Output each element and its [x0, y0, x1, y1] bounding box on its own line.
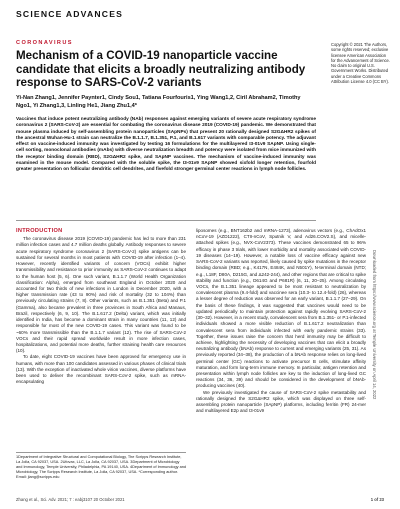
download-sidebar	[371, 250, 383, 410]
download-note: Downloaded from https://www.science.org at Temple University on April 14, 2022	[372, 250, 377, 400]
article-title: Mechanism of a COVID-19 nanoparticle vaccine candidate that elicits a broadly neutralizing antibody response to SARS-CoV-2 variants	[16, 49, 306, 90]
journal-name: SCIENCE ADVANCES	[16, 9, 124, 19]
copyright-notice: Copyright © 2021 The Authors, some rights reserved; exclusive licensee American Association for the Advancement of Science. No claim to original U.S. Government Works. Distributed under a Creative Commons Attribution License 4.0 (CC BY).	[331, 42, 390, 85]
body-paragraph: The coronavirus disease 2019 (COVID-19) pandemic has led to more than 231 million infection cases and 4.7 million deaths globally. Antibody responses to severe acute respiratory syndrome coronavirus 2 (SARS-CoV-2) spike antigens can be sustained for several months in most patients with COVID-19 after infection (1–4). However, recently identified variants of concern (VOCs) exhibit higher transmissibility and resistance to prior immunity as SARS-CoV-2 continues to adapt to the human host (5, 6). One such variant, B.1.1.7 (World Health Organization classification: Alpha), emerged from southeast England in October 2020 and accounted for two thirds of new infections in London in December 2020, with a higher transmission rate (43 to 90%) and risk of mortality (32 to 104%) than previously circulating strains (7, 8). Other variants, such as B.1.351 (Beta) and P.1 (Gamma), also became prevalent in three provinces in South Africa and Manaus, Brazil, respectively (6, 9, 10). The B.1.617.2 (Delta) variant, which was initially identified in India, has become a dominant strain in many countries (11, 12) and responsible for most of the new COVID-19 cases. This variant was found to be ~60% more transmissible than the B.1.1.7 variant (12). The rise of SARS-CoV-2 VOCs and their rapid spread worldwide result in more infection cases, hospitalizations, and potential more deaths, further straining health care resources (10).	[16, 236, 186, 354]
body-paragraph: We previously investigated the cause of SARS-CoV-2 spike metastability and rationally designed the S2GΔHR2 spike, which was displayed on three self-assembling protein nanoparticle (SApNP) platforms, including ferritin (FR) 24-mer and multilayered E2p and I3-01v9	[196, 389, 366, 414]
introduction-heading: INTRODUCTION	[16, 228, 63, 234]
author-list: Yi-Nan Zhang1, Jennifer Paynter1, Cindy Sou1, Tatiana Fourfouris1, Ying Wang1,2, Ciril Abraham2, Timothy Ngo1, Yi Zhang1,3, Linling He1, Jiang Zhu1,4*	[16, 95, 301, 109]
divider	[16, 220, 316, 221]
body-column-right	[196, 228, 366, 415]
page-number: 1 of 23	[370, 497, 384, 502]
abstract: Vaccines that induce potent neutralizing antibody (NAb) responses against emerging variants of severe acute respiratory syndrome coronavirus 2 (SARS-CoV-2) are essential for combating the coronavirus disease 2019 (COVID-19) pandemic. We demonstrated that mouse plasma induced by self-assembling protein nanoparticles (SApNPs) that present 20 rationally designed S2GΔHR2 spikes of the ancestral Wuhan-Hu-1 strain can neutralize the B.1.1.7, B.1.351, P.1, and B.1.617 variants with comparable potency. The adjuvant effect on vaccine-induced immunity was investigated by testing 16 formulations for the multilayered I3-01v9 SApNP. Using single-cell sorting, monoclonal antibodies (mAbs) with diverse neutralization breadth and potency were isolated from mice immunized with the receptor binding domain (RBD), S2GΔHR2 spike, and SApNP vaccines. The mechanism of vaccine-induced immunity was examined in the mouse model. Compared with the soluble spike, the I3-01v9 SApNP showed sixfold longer retention, fourfold greater presentation on follicular dendritic cell dendrites, and fivefold stronger germinal center reactions in lymph node follicles.	[16, 117, 316, 172]
body-column-left	[16, 228, 186, 385]
body-paragraph: To date, eight COVID-19 vaccines have been approved for emergency use in humans, with more than 100 candidates assessed in various phases of clinical trials (13). With the exception of inactivated whole virion vaccines, diverse platforms have been used to deliver the recombinant SARS-CoV-2 spike, such as mRNA-encapsulating	[16, 354, 186, 385]
citation-footer: Zhang et al., Sci. Adv. 2021; 7 : eabj3107 20 October 2021	[16, 497, 125, 502]
affiliations-footnote: 1Department of Integrative Structural and Computational Biology, The Scripps Research Institute, La Jolla, CA 92037, USA. 2Ufovax, LLC, La Jolla, CA 92037, USA. 3Department of Microbiology and Immunology, Temple University, Philadelphia, PA 19140, USA. 4Department of Immunology and Microbiology, The Scripps Research Institute, La Jolla, CA 92037, USA. *Corresponding author. Email: jiang@scripps.edu	[16, 452, 186, 480]
section-label: CORONAVIRUS	[16, 40, 73, 46]
body-paragraph: liposomes (e.g., BNT162b2 and mRNA-1273), adenovirus vectors (e.g., ChAdOx1 nCoV-19 (AZD1222), CTII-nCoV, Sputnik V, and Ad26.COV2.S), and micelle-attached spikes (e.g., NVX-CoV2373). These vaccines demonstrated 65 to 96% efficacy in phase 3 trials, with lower morbidity and mortality associated with COVID-19 diseases (14–19). However, a notable loss of vaccine efficacy against new SARS-CoV-2 variants was reported, likely caused by spike mutations in the receptor binding domain (RBD; e.g., K417N, E484K, and N501Y), N-terminal domain (NTD; e.g., L18F, D80A, D215G, and Δ242-244), and other regions that are critical to spike stability and function (e.g., D614G and P681R) (6, 11, 20–25). Among circulating VOCs, the B.1.351 lineage appeared to be most resistant to neutralization by convalescent plasma (9.4-fold) and vaccinee sera (10.3- to 12.4-fold) (26), whereas a lesser degree of reduction was observed for an early variant, B.1.1.7 (27–29). On the basis of these findings, it was suggested that vaccines would need to be updated periodically to maintain protection against rapidly evolving SARS-CoV-2 (30–32). However, in a recent study, convalescent sera from B.1.351- or P.1-infected individuals showed a more visible reduction of B.1.617.2 neutralization than convalescent sera from individuals infected with early pandemic strains (33). Together, these issues raise the concern that herd immunity may be difficult to achieve, highlighting the necessity of developing vaccines that can elicit a broadly neutralizing antibody (bNAb) response to current and emerging variants (25, 31). As previously reported (34–38), the production of a bNAb response relies on long-lived germinal center (GC) reactions to activate precursor B cells, stimulate affinity maturation, and form long-term immune memory. In particular, antigen retention and presentation within lymph node follicles are key to the induction of long-lived GC reactions (34, 36, 39) and should be considered in the development of bNAb-producing vaccines (40).	[196, 228, 366, 389]
